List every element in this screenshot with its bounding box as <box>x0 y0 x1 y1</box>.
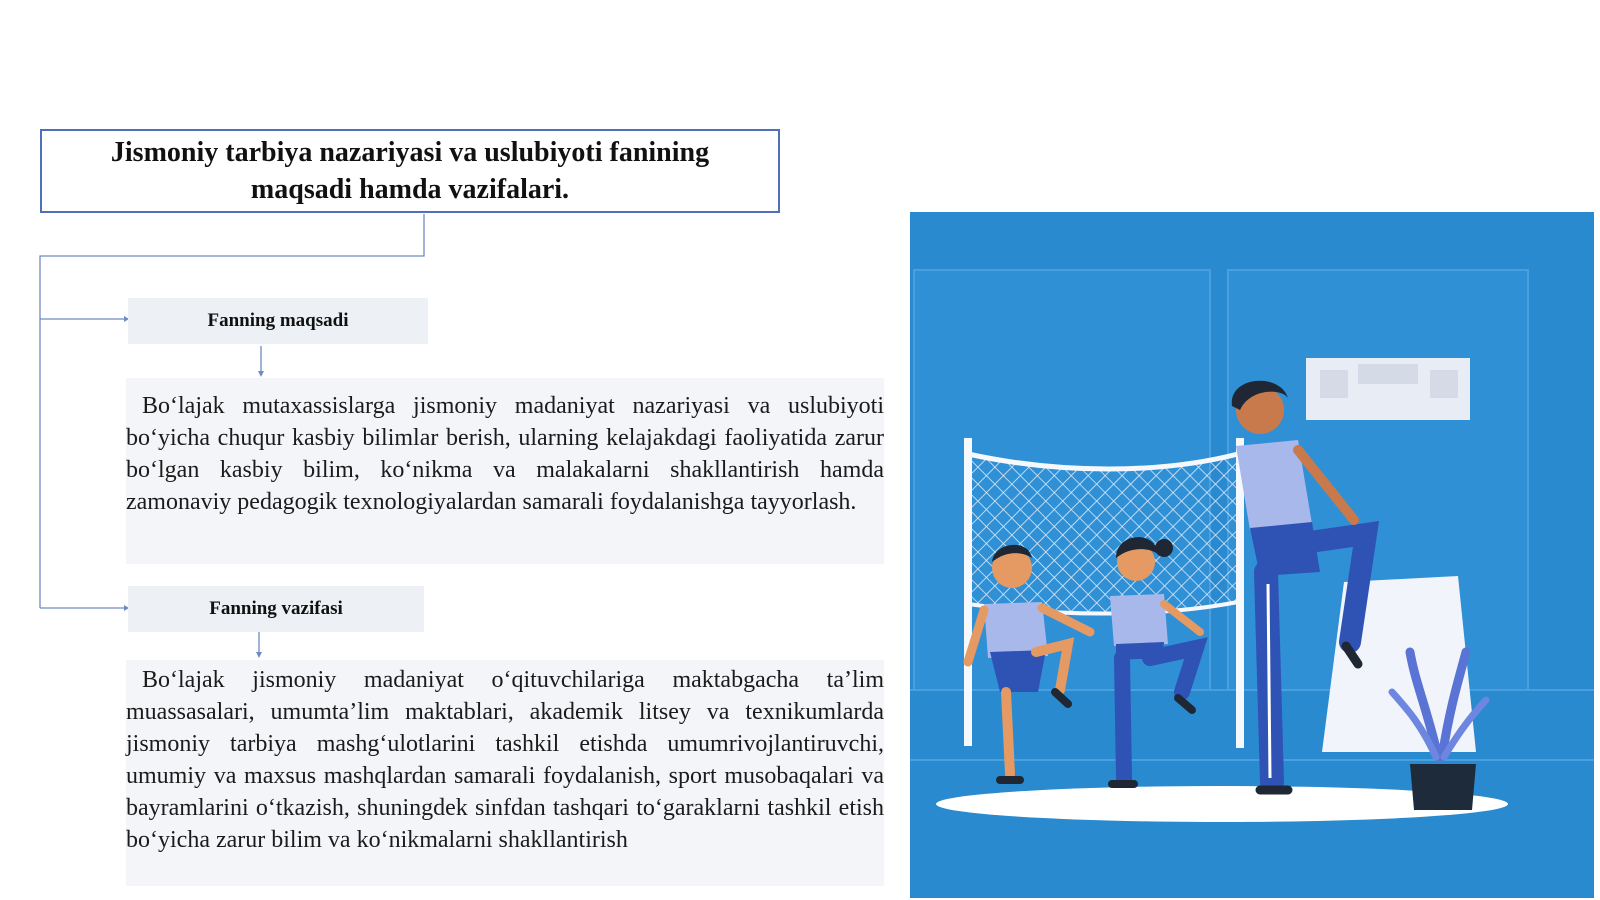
physical-education-illustration <box>910 212 1594 898</box>
tasks-text-block <box>126 660 884 886</box>
goal-label: Fanning maqsadi <box>207 310 349 331</box>
tasks-text: Bo‘lajak jismoniy madaniyat o‘qituvchilariga maktabgacha ta’lim muassasalari, umumta’lim maktablari, akademik litsey va texnikumlarda jismoniy tarbiya mashg‘ulotlarini tashkil etishda umumrivojlantiruvchi, umumiy va maxsus mashqlardan samarali foydalanish, sport musobaqalari va bayramlarini o‘tkazish, shuningdek sinfdan tashqari to‘garaklarni tashkil etish bo‘yicha zarur bilim va ko‘nikmalarni shakllantirish <box>126 667 884 853</box>
tasks-label-box <box>128 586 424 632</box>
goal-label-box <box>128 298 428 344</box>
goal-text: Bo‘lajak mutaxassislarga jismoniy madaniyat nazariyasi va uslubiyoti bo‘yicha chuqur kasbiy bilimlar berish, ularning kelajakdagi faoliyatida zarur bo‘lgan kasbiy bilim, ko‘nikma va malakalarni shakllantirish hamda zamonaviy pedagogik texnologiyalardan samarali foydalanishga tayyorlash. <box>126 393 884 515</box>
title-box <box>40 129 780 213</box>
tasks-label: Fanning vazifasi <box>209 598 343 619</box>
goal-text-block <box>126 378 884 564</box>
page-title: Jismoniy tarbiya nazariyasi va uslubiyoti fanining maqsadi hamda vazifalari. <box>110 137 710 205</box>
